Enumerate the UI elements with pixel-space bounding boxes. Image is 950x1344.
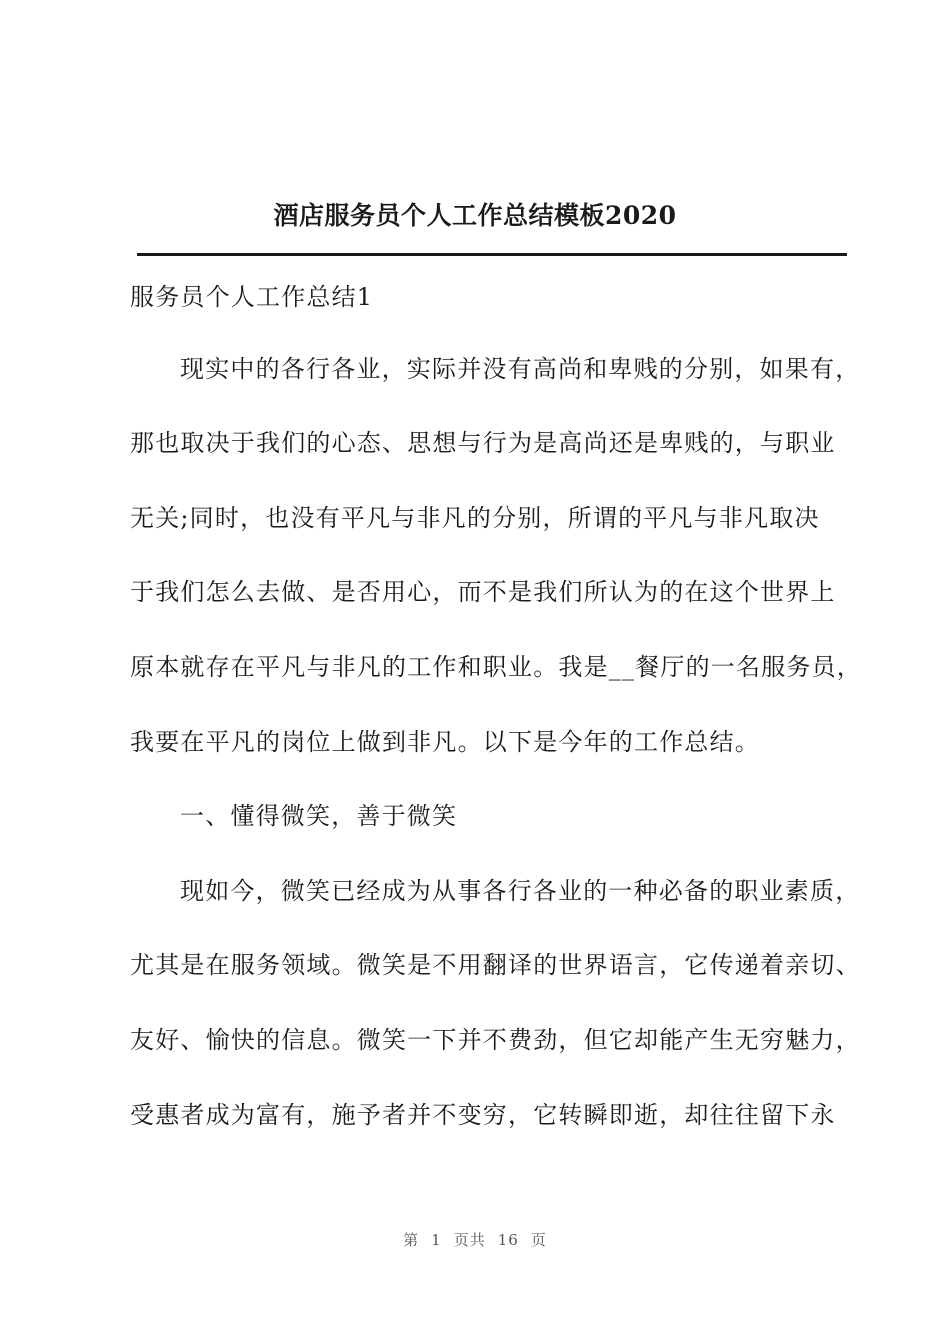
paragraph-line: 现实中的各行各业，实际并没有高尚和卑贱的分别，如果有， [180,355,861,383]
paragraph-line: 现如今，微笑已经成为从事各行各业的一种必备的职业素质， [180,877,861,905]
paragraph-line: 于我们怎么去做、是否用心，而不是我们所认为的在这个世界上 [130,578,836,606]
footer-middle: 页共 [453,1231,486,1249]
paragraph-line: 友好、愉快的信息。微笑一下并不费劲，但它却能产生无穷魅力， [130,1026,861,1054]
paragraph-line: 我要在平凡的岗位上做到非凡。以下是今年的工作总结。 [130,728,760,756]
page-footer [0,1229,950,1250]
footer-suffix: 页 [530,1231,547,1249]
document-title: 酒店服务员个人工作总结模板2020 [273,201,677,230]
section-heading: 服务员个人工作总结1 [130,283,374,311]
title-underline [137,253,847,256]
paragraph-line: 原本就存在平凡与非凡的工作和职业。我是__餐厅的一名服务员， [130,653,862,681]
paragraph-line: 尤其是在服务领域。微笑是不用翻译的世界语言，它传递着亲切、 [130,951,861,979]
paragraph-line: 无关;同时，也没有平凡与非凡的分别，所谓的平凡与非凡取决 [130,504,820,532]
footer-prefix: 第 [403,1231,420,1249]
subsection-heading: 一、懂得微笑，善于微笑 [180,802,458,830]
paragraph-line: 那也取决于我们的心态、思想与行为是高尚还是卑贱的，与职业 [130,429,836,457]
footer-total-pages: 16 [497,1231,519,1249]
paragraph-line: 受惠者成为富有，施予者并不变穷，它转瞬即逝，却往往留下永 [130,1101,836,1129]
footer-page-number: 1 [431,1231,442,1249]
